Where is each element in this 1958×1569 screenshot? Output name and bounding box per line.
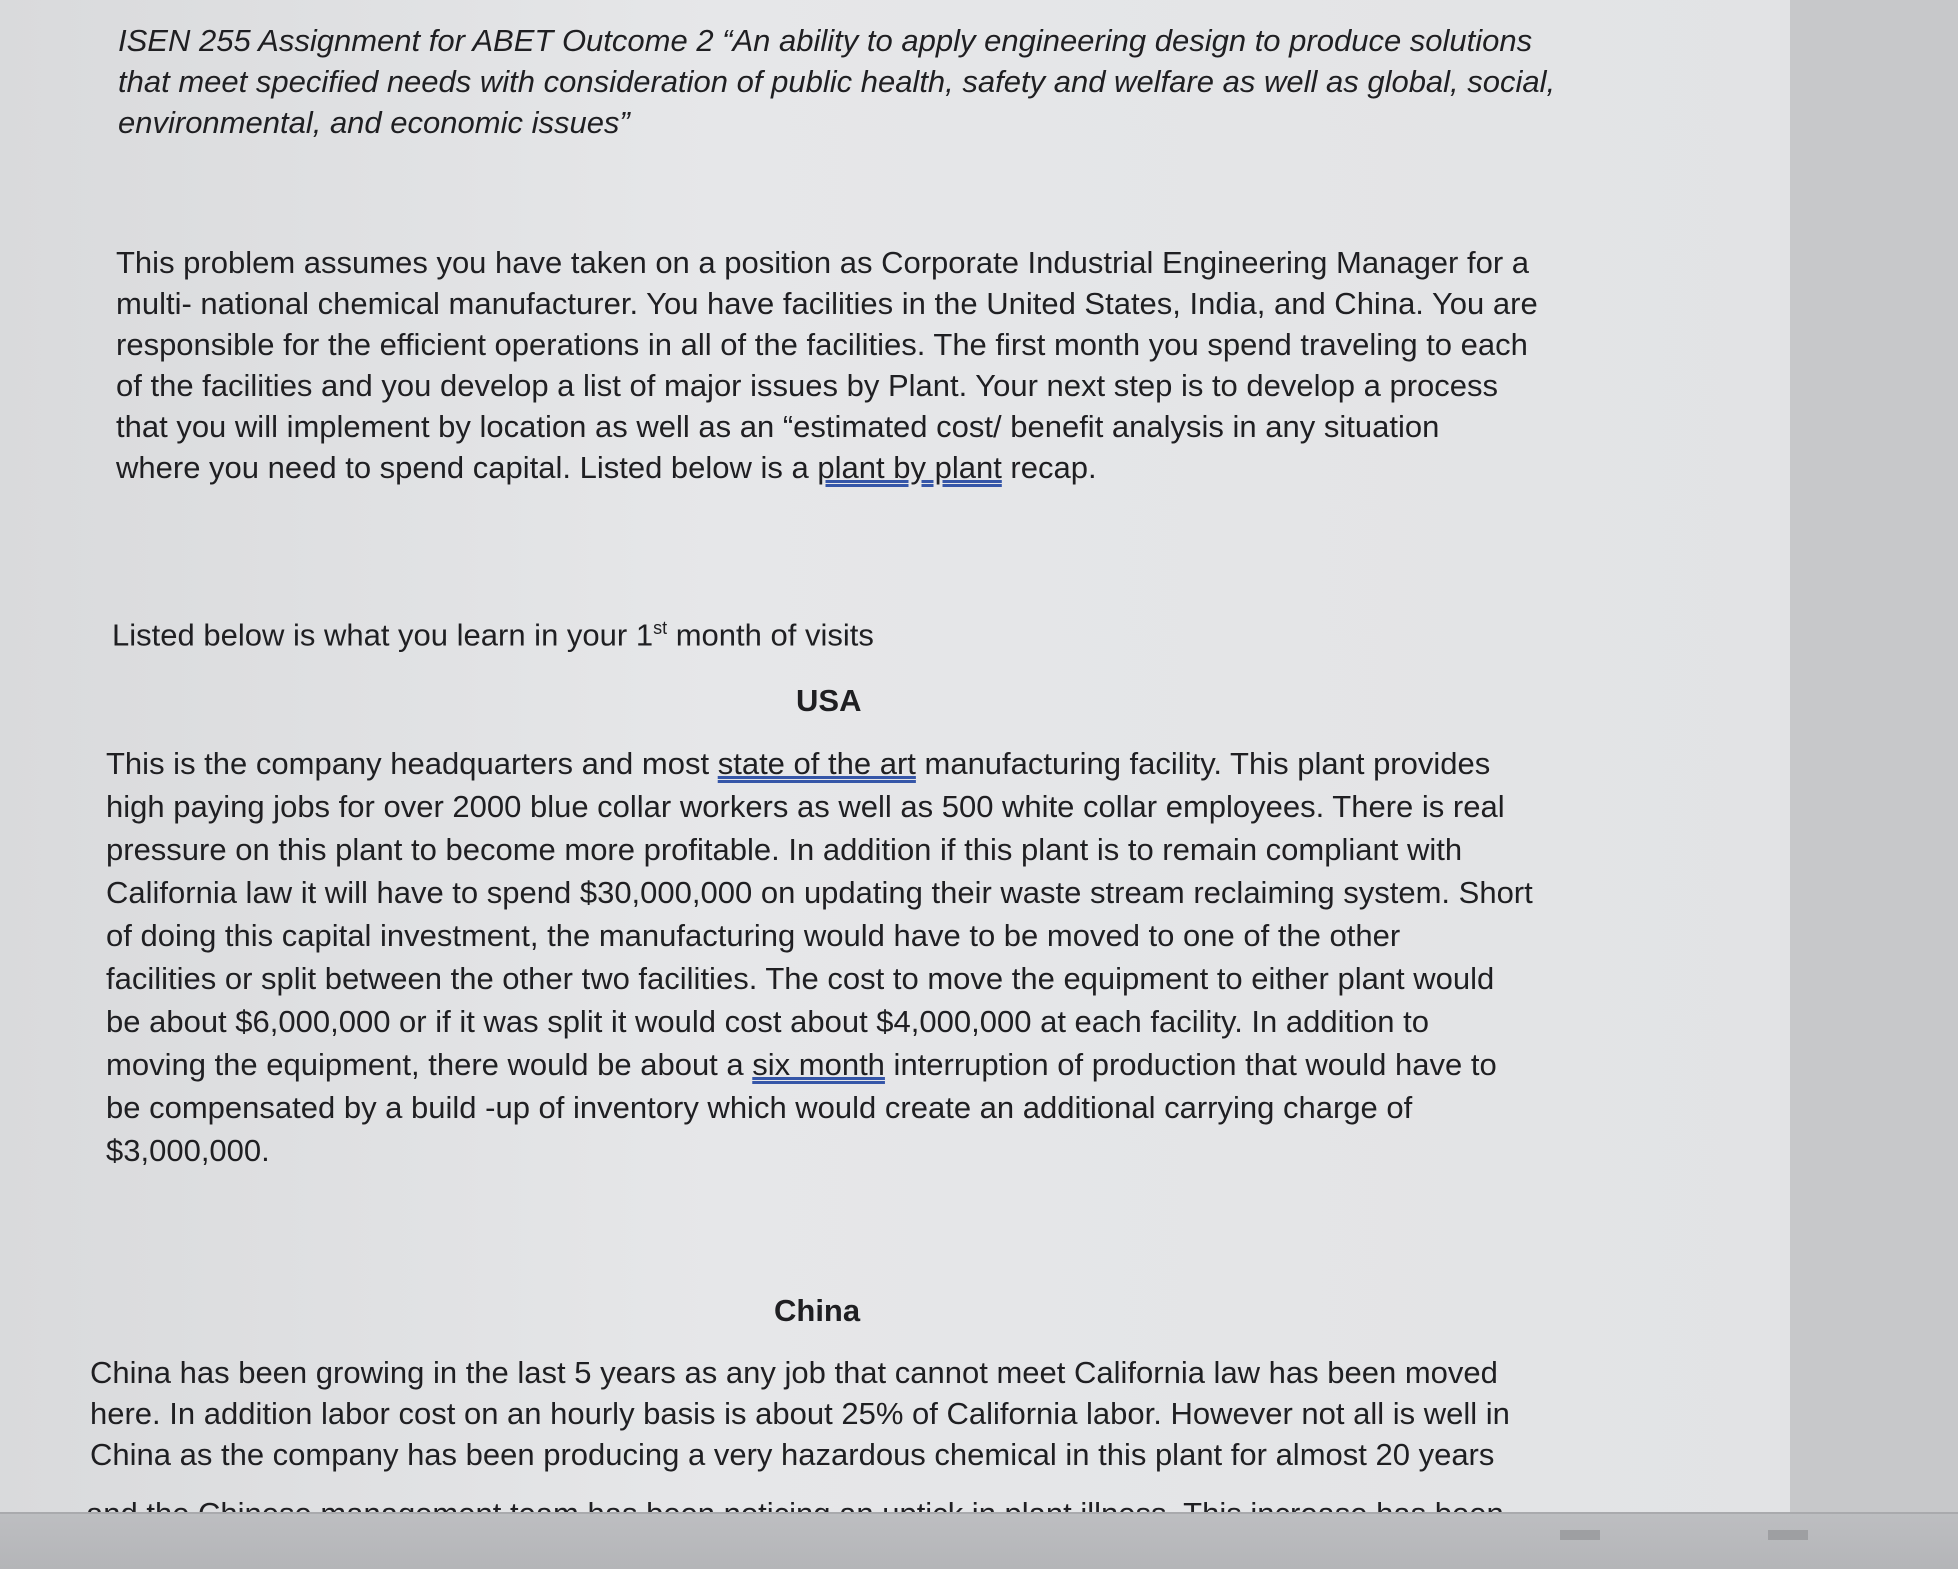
usa-line: high paying jobs for over 2000 blue collar workers as well as 500 white collar employees. There is real xyxy=(106,789,1505,824)
usa-heading: USA xyxy=(796,683,862,718)
header-line: environmental, and economic issues” xyxy=(118,105,630,140)
usa-line: of doing this capital investment, the manufacturing would have to be moved to one of the other xyxy=(106,918,1401,953)
intro-line: responsible for the efficient operations in all of the facilities. The first month you spend traveling to each xyxy=(116,327,1528,362)
china-line: here. In addition labor cost on an hourly basis is about 25% of California labor. However not all is well in xyxy=(90,1396,1510,1431)
bottom-tab-marker xyxy=(1560,1530,1600,1540)
china-line: China as the company has been producing a very hazardous chemical in this plant for almost 20 years xyxy=(90,1437,1495,1472)
bottom-bezel xyxy=(0,1512,1958,1569)
usa-line: be about $6,000,000 or if it was split it would cost about $4,000,000 at each facility. In addition to xyxy=(106,1004,1429,1039)
intro-text: recap. xyxy=(1001,450,1097,485)
intro-line xyxy=(116,447,1538,488)
listed-superscript: st xyxy=(653,618,668,638)
usa-text: interruption of production that would have to xyxy=(884,1047,1497,1082)
intro-line: that you will implement by location as well as an “estimated cost/ benefit analysis in any situation xyxy=(116,409,1440,444)
listed-text: Listed below is what you learn in your 1 xyxy=(112,617,654,653)
usa-line: be compensated by a build -up of inventory which would create an additional carrying charge of xyxy=(106,1090,1413,1125)
china-heading: China xyxy=(774,1293,861,1328)
usa-paragraph xyxy=(106,742,1533,1172)
intro-line: This problem assumes you have taken on a position as Corporate Industrial Engineering Manager for a xyxy=(116,245,1530,280)
usa-text: moving the equipment, there would be about a xyxy=(106,1047,753,1082)
header-line: ISEN 255 Assignment for ABET Outcome 2 “An ability to apply engineering design to produce solutions xyxy=(118,23,1533,58)
usa-line: California law it will have to spend $30,000,000 on updating their waste stream reclaiming system. Short xyxy=(106,875,1533,910)
usa-line xyxy=(106,742,1533,785)
usa-text: This is the company headquarters and most xyxy=(106,746,718,781)
china-paragraph xyxy=(90,1352,1510,1475)
spellcheck-underline-plant-by-plant[interactable]: plant by plant xyxy=(817,450,1002,485)
spellcheck-underline-six-month[interactable]: six month xyxy=(752,1047,885,1082)
usa-line: pressure on this plant to become more profitable. In addition if this plant is to remain compliant with xyxy=(106,832,1463,867)
spellcheck-underline-state-of-the-art[interactable]: state of the art xyxy=(717,746,916,781)
china-line: China has been growing in the last 5 years as any job that cannot meet California law has been moved xyxy=(90,1355,1498,1390)
intro-paragraph xyxy=(116,242,1538,488)
usa-line: facilities or split between the other two facilities. The cost to move the equipment to either plant would xyxy=(106,961,1495,996)
intro-text: where you need to spend capital. Listed below is a xyxy=(116,450,818,485)
assignment-header xyxy=(118,20,1555,143)
intro-line: of the facilities and you develop a list of major issues by Plant. Your next step is to develop a process xyxy=(116,368,1499,403)
header-line: that meet specified needs with consideration of public health, safety and welfare as well as global, social, xyxy=(118,64,1556,99)
intro-line: multi- national chemical manufacturer. You have facilities in the United States, India, and China. You are xyxy=(116,286,1538,321)
usa-line xyxy=(106,1043,1533,1086)
right-margin xyxy=(1790,0,1958,1567)
listed-text: month of visits xyxy=(667,617,874,653)
bottom-tab-marker xyxy=(1768,1530,1808,1540)
usa-text: manufacturing facility. This plant provides xyxy=(915,746,1491,781)
listed-below-line xyxy=(112,608,874,655)
usa-line: $3,000,000. xyxy=(106,1133,270,1168)
